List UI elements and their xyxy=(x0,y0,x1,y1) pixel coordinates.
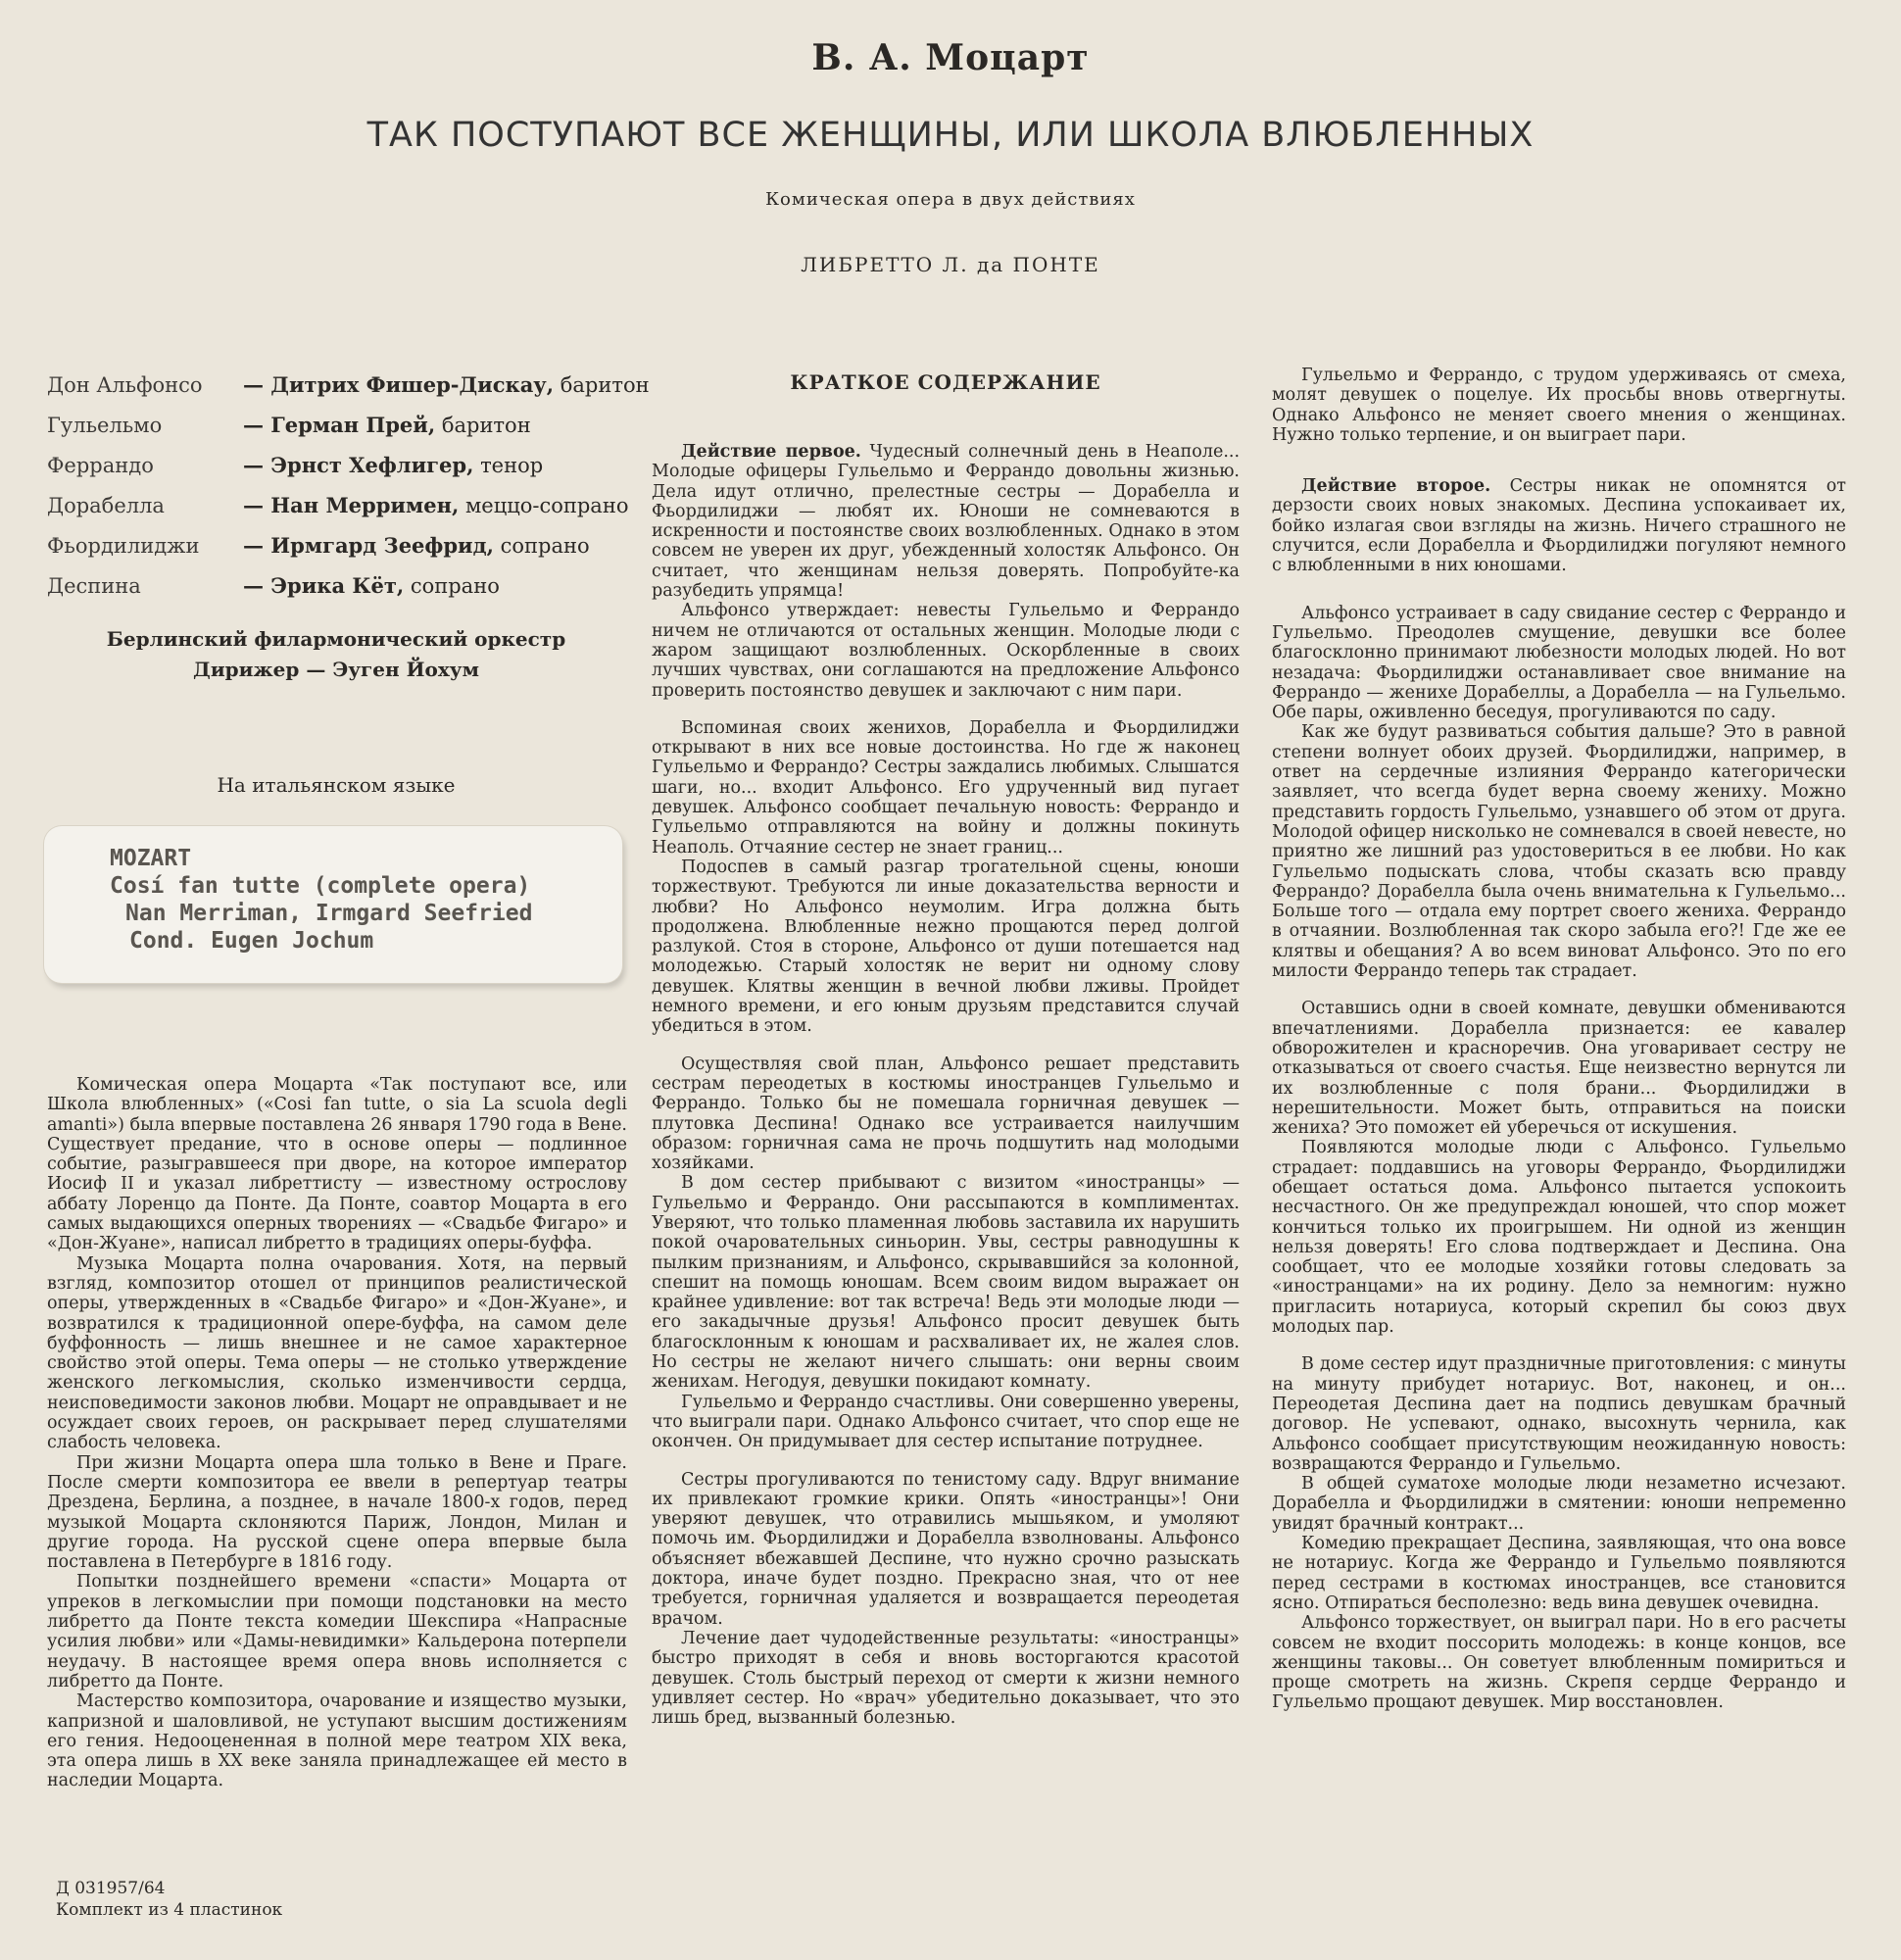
cast-row xyxy=(47,573,635,613)
summary-heading: КРАТКОЕ СОДЕРЖАНИЕ xyxy=(790,370,1101,394)
cast-singer: — Дитрих Фишер-Дискау, xyxy=(243,372,555,397)
summary-paragraph: Альфонсо торжествует, он выиграл пари. Но в его расчеты совсем не входит поссорить молодежь: в конце концов, все женщины таковы... Он советует влюбленным помириться и проще смотреть на жизнь. Скрепя сердце Феррандо и Гульельмо прощают девушек. Мир восстановлен. xyxy=(1272,1613,1846,1713)
cast-row xyxy=(47,493,635,533)
intro-column xyxy=(47,1075,627,1791)
cast-role: Феррандо xyxy=(47,454,154,477)
summary-paragraph: Подоспев в самый разгар трогательной сцены, юноши торжествуют. Требуются ли иные доказательства верности и любви? Но Альфонсо неумолим. Игра должна быть продолжена. Влюбленные нежно прощаются перед долгой разлукой. Стоя в стороне, Альфонсо от души потешается над молодежью. Старый холостяк не верит ни одному слову девушек. Клятвы женщин в вечной любви лживы. Пройдет немного времени, и его юным друзьям представится случай убедиться в этом. xyxy=(652,857,1240,1037)
summary-paragraph: Альфонсо устраивает в саду свидание сестер с Феррандо и Гульельмо. Преодолев смущение, девушки все более благосклонно принимают любезности молодых людей. Но вот незадача: Фьордилиджи останавливает свое внимание на Феррандо — женихе Дорабеллы, а Дорабелла — на Гульельмо. Обе пары, оживленно беседуя, прогуливаются по саду. xyxy=(1272,603,1846,723)
set-note: Комплект из 4 пластинок xyxy=(56,1900,283,1920)
cast-voice: баритон xyxy=(554,373,650,397)
act-two-label: Действие второе. xyxy=(1301,476,1491,497)
summary-paragraph: Как же будут развиваться события дальше? Это в равной степени волнует обоих друзей. Фьордилиджи, например, в ответ на сердечные излияния Феррандо категорически заявляет, что всегда будет верна своему жениху. Можно представить гордость Гульельмо, узнавшего об этом от друга. Молодой офицер нисколько не сомневался в своей невесте, но приятно же лишний раз удостовериться в ее любви. Но как Гульельмо подыскать слова, чтобы сказать всю правду Феррандо? Дорабелла была очень внимательна к Гульельмо... Больше того — отдала ему портрет своего жениха. Феррандо в отчаянии. Возлюбленная так скоро забыла его?! Где же ее клятвы и обещания? А во всем виноват Альфонсо. Это по его милости Феррандо теперь так страдает. xyxy=(1272,722,1846,982)
cast-voice: баритон xyxy=(435,414,531,437)
cast-list xyxy=(47,372,650,613)
conductor-credit: Дирижер — Эуген Йохум xyxy=(193,658,479,681)
cast-role: Деспина xyxy=(47,574,141,598)
cast-row xyxy=(47,372,650,413)
sticker-singers: Nan Merriman, Irmgard Seefried xyxy=(125,901,533,926)
intro-paragraph: Мастерство композитора, очарование и изящество музыки, капризной и шаловливой, не уступают высшим достижениям его гения. Недооцененная в полной мере театром XIX века, эта опера лишь в XX веке заняла принадлежащее ей место в наследии Моцарта. xyxy=(47,1691,627,1791)
summary-paragraph: Гульельмо и Феррандо, с трудом удерживаясь от смеха, молят девушек о поцелуе. Их просьбы вновь отвергнуты. Однако Альфонсо не меняет своего мнения о женщинах. Нужно только терпение, и он выиграет пари. xyxy=(1272,366,1846,445)
cast-voice: сопрано xyxy=(493,534,590,558)
cast-role: Дон Альфонсо xyxy=(47,373,203,397)
summary-paragraph: Комедию прекращает Деспина, заявляющая, что она вовсе не нотариус. Когда же Феррандо и Гульельмо появляются перед сестрами в костюмах иностранцев, все становится ясно. Отпираться бесполезно: ведь вина девушек очевидна. xyxy=(1272,1534,1846,1613)
intro-paragraph: Попытки позднейшего времени «спасти» Моцарта от упреков в легкомыслии при помощи подстановки на место либретто да Понте текста комедии Шекспира «Напрасные усилия любви» или «Дамы-невидимки» Кальдерона потерпели неудачу. В настоящее время опера вновь исполняется с либретто да Понте. xyxy=(47,1572,627,1691)
cast-singer: — Нан Мерримен, xyxy=(243,493,460,517)
cast-row xyxy=(47,453,635,493)
summary-paragraph xyxy=(652,442,1240,601)
libretto-credit: ЛИБРЕТТО Л. да ПОНТЕ xyxy=(801,253,1100,276)
cast-role: Гульельмо xyxy=(47,414,163,437)
sticker-conductor: Cond. Eugen Jochum xyxy=(129,928,374,954)
summary-paragraph: Гульельмо и Феррандо счастливы. Они совершенно уверены, что выиграли пари. Однако Альфонсо считает, что спор еще не окончен. Он придумывает для сестер испытание потруднее. xyxy=(652,1392,1240,1452)
summary-paragraph: Осуществляя свой план, Альфонсо решает представить сестрам переодетых в костюмы иностранцев Гульельмо и Феррандо. Только бы не помешала горничная девушек — плутовка Деспина! Однако все устраивается наилучшим образом: горничная сама не прочь подшутить над молодыми хозяйками. xyxy=(652,1054,1240,1174)
language-note: На итальянском языке xyxy=(217,773,456,797)
summary-paragraph: В дом сестер прибывают с визитом «иностранцы» — Гульельмо и Феррандо. Они рассыпаются в комплиментах. Уверяют, что только пламенная любовь заставила их нарушить покой очаровательных синьорин. Увы, сестры равнодушны к пылким признаниям, и Альфонсо, скрывавшийся за колонной, спешит на помощь юношам. Всем своим видом выражает он крайнее удивление: вот так встреча! Ведь эти молодые люди — его закадычные друзья! Альфонсо просит девушек быть благосклонным к юношам и расхваливает их, не жалея слов. Но сестры не желают ничего слышать: они верны своим женихам. Негодуя, девушки покидают комнату. xyxy=(652,1173,1240,1393)
cast-singer: — Эрнст Хефлигер, xyxy=(243,453,474,477)
intro-paragraph: При жизни Моцарта опера шла только в Вене и Праге. После смерти композитора ее ввели в репертуар театры Дрездена, Берлина, а позднее, в начале 1800-х годов, перед музыкой Моцарта склоняются Париж, Лондон, Милан и другие города. На русской сцене опера впервые была поставлена в Петербурге в 1816 году. xyxy=(47,1452,627,1573)
summary-paragraph: В доме сестер идут праздничные приготовления: с минуты на минуту прибудет нотариус. Вот, наконец, и он... Переодетая Деспина дает на подпись девушкам брачный договор. Не успевают, однако, высохнуть чернила, как Альфонсо сообщает присутствующим неожиданную новость: возвращаются Феррандо и Гульельмо. xyxy=(1272,1354,1846,1474)
intro-paragraph: Музыка Моцарта полна очарования. Хотя, на первый взгляд, композитор отошел от принципов реалистической оперы, утвержденных в «Свадьбе Фигаро» и «Дон-Жуане», и возвратился к традиционной опере-буффа, на самом деле буффонность — лишь внешнее и не самое характерное свойство этой оперы. Тема оперы — не столько утверждение женского легкомыслия, сколько изменчивости сердца, неисповедимости законов любви. Моцарт не оправдывает и не осуждает своих героев, он раскрывает перед слушателями слабость человека. xyxy=(47,1253,627,1453)
summary-column-middle xyxy=(652,442,1240,1728)
intro-paragraph: Комическая опера Моцарта «Так поступают все, или Школа влюбленных» («Cosi fan tutte, o sia La scuola degli amanti») была впервые поставлена 26 января 1790 года в Вене. Существует предание, что в основе оперы — подлинное событие, разыгравшееся при дворе, на которое император Иосиф II и указал либреттисту — известному острослову аббату Лоренцо да Понте. Да Понте, соавтор Моцарта в его самых выдающихся оперных творениях — «Свадьбе Фигаро» и «Дон-Жуане», написал либретто в традициях оперы-буффа. xyxy=(47,1075,627,1254)
cast-row xyxy=(47,413,635,453)
summary-paragraph: Альфонсо утверждает: невесты Гульельмо и Феррандо ничем не отличаются от остальных женщин. Молодые люди с жаром защищают возлюбленных. Оскорбленные в своих лучших чувствах, они соглашаются на предложение Альфонсо проверить постоянство девушек и заключают с ним пари. xyxy=(652,601,1240,701)
opera-subtitle: Комическая опера в двух действиях xyxy=(765,189,1136,210)
cast-role: Дорабелла xyxy=(47,494,165,517)
orchestra-credit: Берлинский филармонический оркестр xyxy=(106,627,566,651)
cast-role: Фьордилиджи xyxy=(47,534,200,558)
summary-paragraph: Лечение дает чудодейственные результаты: «иностранцы» быстро приходят в себя и вновь восторгаются красотой девушек. Столь быстрый переход от смерти к жизни немного удивляет сестер. Но «врач» убедительно доказывает, что это лишь бред, вызванный болезнью. xyxy=(652,1628,1240,1729)
summary-paragraph xyxy=(1272,476,1846,575)
cast-voice: меццо-сопрано xyxy=(459,494,629,517)
cast-singer: — Герман Прей, xyxy=(243,413,436,437)
summary-paragraph: Появляются молодые люди с Альфонсо. Гульельмо страдает: поддавшись на уговоры Феррандо, Фьордилиджи обещает остаться дома. Альфонсо пытается успокоить несчастного. Он же предупреждал юношей, что спор может кончиться только их проигрышем. Ни одной из женщин нельзя доверять! Его слова подтверждает и Деспина. Она сообщает, что ее молодые хозяйки готовы следовать за «иностранцами» на их родину. Дело за немногим: нужно пригласить нотариуса, который скрепил бы союз двух молодых пар. xyxy=(1272,1138,1846,1338)
sticker-composer: MOZART xyxy=(110,846,192,871)
opera-title: ТАК ПОСТУПАЮТ ВСЕ ЖЕНЩИНЫ, ИЛИ ШКОЛА ВЛЮБЛЕННЫХ xyxy=(366,116,1535,155)
typed-label-sticker xyxy=(44,826,622,983)
summary-paragraph: Сестры прогуливаются по тенистому саду. Вдруг внимание их привлекают громкие крики. Опять «иностранцы»! Они уверяют девушек, что отравились мышьяком, и умоляют помочь им. Фьордилиджи и Дорабелла взволнованы. Альфонсо объясняет вбежавшей Деспине, что нужно срочно разыскать доктора, иначе будет поздно. Прекрасно зная, что от нее требуется, горничная удаляется и возвращается переодетая врачом. xyxy=(652,1469,1240,1629)
cast-row xyxy=(47,533,635,573)
summary-paragraph: В общей суматохе молодые люди незаметно исчезают. Дорабелла и Фьордилиджи в смятении: юноши непременно увидят брачный контракт... xyxy=(1272,1474,1846,1534)
catalog-number: Д 031957/64 xyxy=(56,1879,166,1898)
composer-name: В. А. Моцарт xyxy=(811,37,1090,78)
sticker-title: Cosí fan tutte (complete opera) xyxy=(110,873,531,899)
cast-singer: — Ирмгард Зеефрид, xyxy=(243,533,494,558)
cast-singer: — Эрика Кёт, xyxy=(243,573,405,598)
act-two-text: Сестры никак не опомнятся от дерзости своих новых знакомых. Деспина успокаивает их, бойко излагая свои взгляды на жизнь. Ничего страшного не случится, если Дорабелла и Фьордилиджи погуляют немного с влюбленными в них юношами. xyxy=(1272,476,1846,576)
cast-voice: тенор xyxy=(473,454,544,477)
summary-paragraph: Оставшись одни в своей комнате, девушки обмениваются впечатлениями. Дорабелла признается: ее кавалер обворожителен и красноречив. Она уговаривает сестру не отказываться от своего счастья. Еще неизвестно вернутся ли их возлюбленные с поля брани... Фьордилиджи в нерешительности. Может быть, отправиться на поиски жениха? Это поможет ей уберечься от искушения. xyxy=(1272,999,1846,1139)
act-one-label: Действие первое. xyxy=(681,442,861,462)
summary-column-right xyxy=(1272,366,1846,1713)
cast-voice: сопрано xyxy=(404,574,500,598)
summary-paragraph: Вспоминая своих женихов, Дорабелла и Фьордилиджи открывают в них все новые достоинства. Но где ж наконец Гульельмо и Феррандо? Сестры заждались любимых. Слышатся шаги, но... входит Альфонсо. Его удрученный вид пугает девушек. Альфонсо сообщает печальную новость: Феррандо и Гульельмо отправляются на войну и должны покинуть Неаполь. Отчаяние сестер не знает границ... xyxy=(652,717,1240,858)
act-one-text: Чудесный солнечный день в Неаполе... Молодые офицеры Гульельмо и Феррандо довольны жизнью. Дела идут отлично, прелестные сестры — Дорабелла и Фьордилиджи — любят их. Юноши не сомневаются в искренности и постоянстве своих возлюбленных. Однако в этом совсем не уверен их друг, убежденный холостяк Альфонсо. Он считает, что женщинам нельзя доверять. Попробуйте-ка разубедить упрямца! xyxy=(652,442,1241,602)
